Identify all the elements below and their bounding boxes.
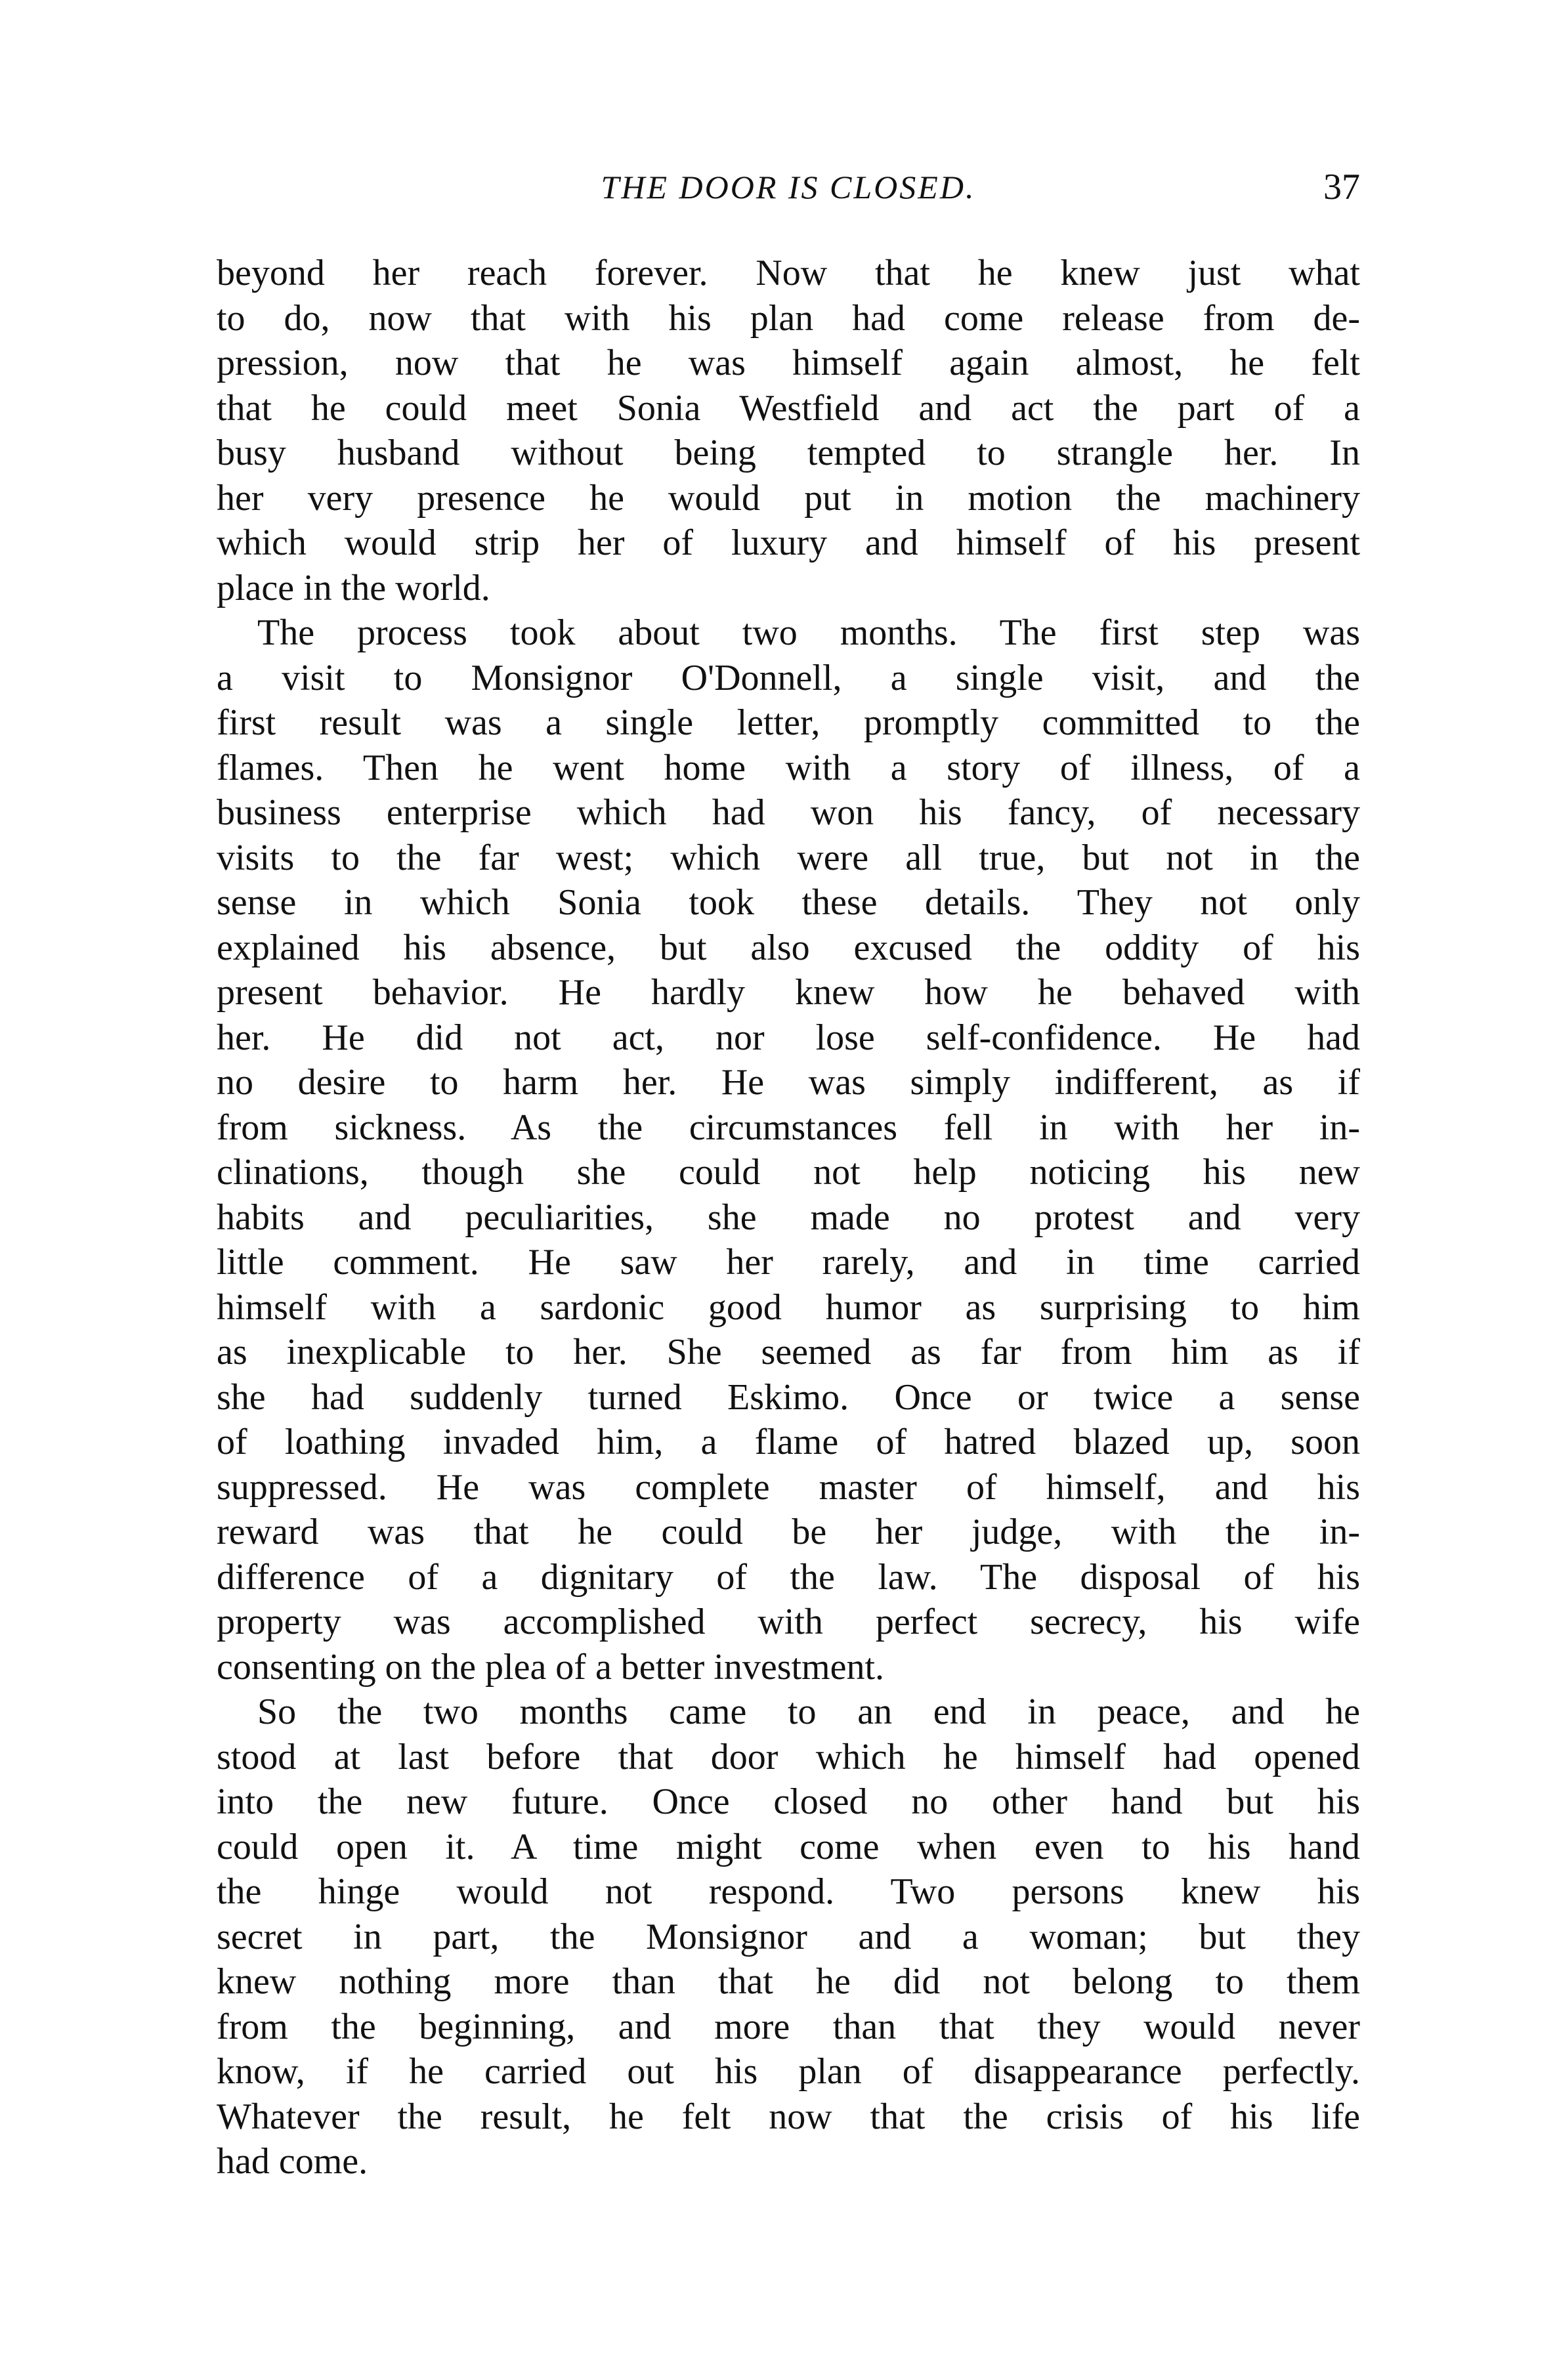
text-line: flames. Then he went home with a story of illness, of a bbox=[217, 747, 1360, 788]
text-line: that he could meet Sonia Westfield and act the part of a bbox=[217, 387, 1360, 429]
text-line: could open it. A time might come when even to his hand bbox=[217, 1826, 1360, 1867]
text-line: consenting on the plea of a better investment. bbox=[217, 1646, 885, 1688]
text-line: beyond her reach forever. Now that he knew just what bbox=[217, 253, 1360, 293]
page-header bbox=[217, 164, 1360, 217]
text-line: her very presence he would put in motion the machinery bbox=[217, 477, 1360, 519]
text-line: business enterprise which had won his fancy, of necessary bbox=[217, 792, 1360, 833]
text-line: from sickness. As the circumstances fell in with her in- bbox=[217, 1107, 1360, 1148]
text-line: no desire to harm her. He was simply indifferent, as if bbox=[217, 1062, 1360, 1103]
text-line: suppressed. He was complete master of himself, and his bbox=[217, 1466, 1360, 1508]
text-line: the hinge would not respond. Two persons knew his bbox=[217, 1871, 1360, 1912]
text-line: property was accomplished with perfect secrecy, his wife bbox=[217, 1602, 1360, 1642]
text-line: she had suddenly turned Eskimo. Once or twice a sense bbox=[217, 1376, 1360, 1418]
text-line: difference of a dignitary of the law. The disposal of his bbox=[217, 1556, 1360, 1598]
text-line: Whatever the result, he felt now that the crisis of his life bbox=[217, 2096, 1360, 2137]
text-line: first result was a single letter, promptly committed to the bbox=[217, 702, 1360, 743]
text-line: know, if he carried out his plan of disappearance perfectly. bbox=[217, 2051, 1360, 2092]
text-line: busy husband without being tempted to strangle her. In bbox=[217, 433, 1360, 473]
text-line: So the two months came to an end in peace, and he bbox=[257, 1691, 1360, 1732]
text-line: a visit to Monsignor O'Donnell, a single visit, and the bbox=[217, 657, 1360, 698]
text-line: of loathing invaded him, a flame of hatred blazed up, soon bbox=[217, 1422, 1360, 1462]
text-line: himself with a sardonic good humor as surprising to him bbox=[217, 1286, 1360, 1328]
text-line: clinations, though she could not help noticing his new bbox=[217, 1152, 1360, 1193]
text-line: to do, now that with his plan had come release from de- bbox=[217, 297, 1360, 339]
text-line: reward was that he could be her judge, with the in- bbox=[217, 1512, 1360, 1552]
text-line: from the beginning, and more than that they would never bbox=[217, 2006, 1360, 2047]
page-number: 37 bbox=[1323, 167, 1360, 207]
text-line: sense in which Sonia took these details. They not only bbox=[217, 882, 1360, 923]
text-line: as inexplicable to her. She seemed as far from him as if bbox=[217, 1332, 1360, 1372]
text-line: little comment. He saw her rarely, and in time carried bbox=[217, 1242, 1360, 1283]
text-line: into the new future. Once closed no other hand but his bbox=[217, 1781, 1360, 1822]
text-line: her. He did not act, nor lose self-confidence. He had bbox=[217, 1017, 1360, 1058]
text-line: knew nothing more than that he did not belong to them bbox=[217, 1961, 1360, 2002]
text-line: which would strip her of luxury and himself of his present bbox=[217, 522, 1360, 563]
text-line: explained his absence, but also excused the oddity of his bbox=[217, 927, 1360, 968]
text-line: The process took about two months. The first step was bbox=[257, 612, 1360, 653]
body-text bbox=[217, 251, 1360, 2184]
text-line: present behavior. He hardly knew how he behaved with bbox=[217, 972, 1360, 1013]
text-line: stood at last before that door which he himself had opened bbox=[217, 1736, 1360, 1777]
running-title: THE DOOR IS CLOSED. bbox=[601, 169, 976, 205]
text-line: secret in part, the Monsignor and a woman; but they bbox=[217, 1916, 1360, 1957]
text-line: place in the world. bbox=[217, 567, 490, 608]
text-line: had come. bbox=[217, 2141, 368, 2182]
text-line: pression, now that he was himself again almost, he felt bbox=[217, 343, 1360, 383]
text-line: habits and peculiarities, she made no protest and very bbox=[217, 1197, 1360, 1238]
text-line: visits to the far west; which were all true, but not in the bbox=[217, 837, 1360, 878]
